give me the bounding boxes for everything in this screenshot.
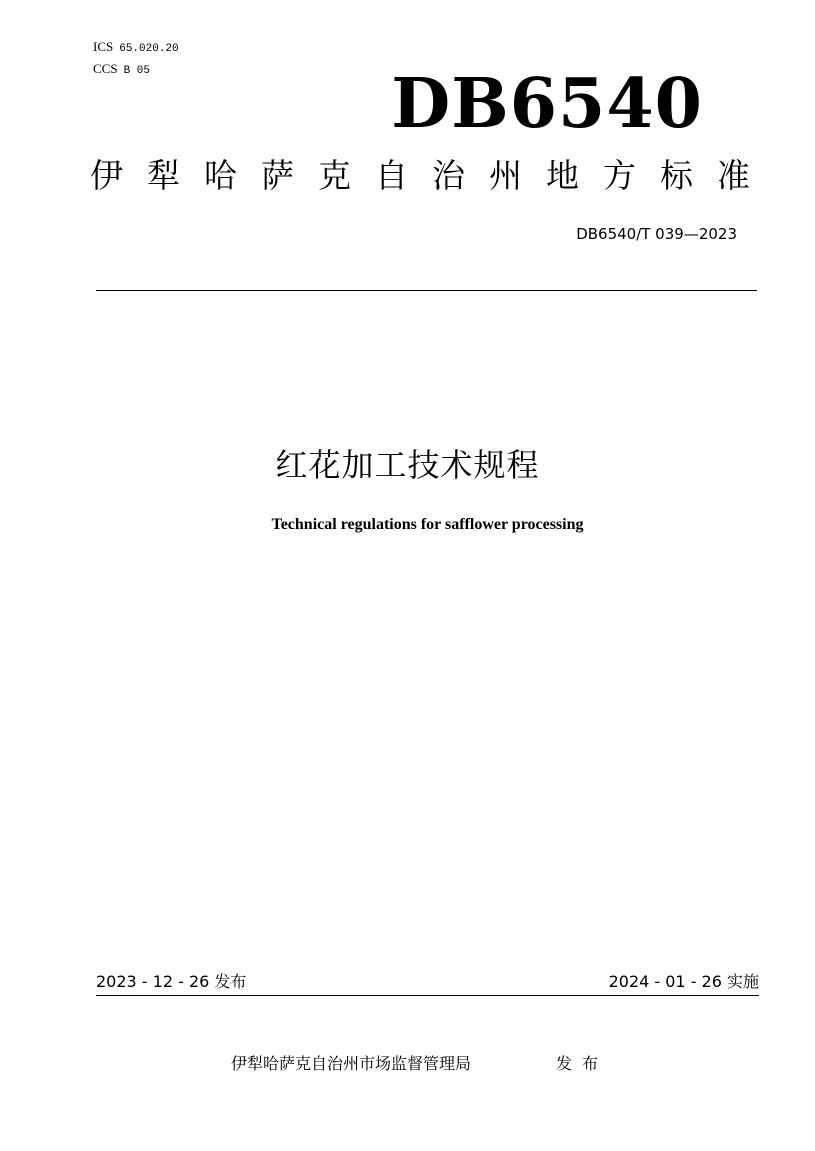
- standard-number: DB6540/T 039—2023: [576, 225, 737, 243]
- category-char: 标: [660, 156, 693, 195]
- issue-label: 发布: [556, 1054, 609, 1073]
- category-char: 犁: [147, 156, 180, 195]
- category-char: 州: [489, 156, 522, 195]
- category-char: 萨: [261, 156, 294, 195]
- category-char: 治: [432, 156, 465, 195]
- top-divider: [96, 290, 757, 291]
- ccs-label: CCS: [93, 61, 118, 76]
- bottom-divider: [96, 995, 759, 996]
- category-char: 准: [717, 156, 750, 195]
- category-char: 自: [375, 156, 408, 195]
- standard-category-title: [90, 154, 750, 198]
- ics-code-row: [93, 40, 179, 56]
- standard-logo: DB6540: [391, 64, 703, 144]
- ics-value: 65.020.20: [119, 43, 179, 55]
- category-char: 伊: [90, 156, 123, 195]
- document-title-en: Technical regulations for safflower processing: [271, 516, 584, 533]
- category-char: 克: [318, 156, 351, 195]
- category-char: 哈: [204, 156, 237, 195]
- ccs-code-row: [93, 62, 150, 78]
- publish-date: 2023 - 12 - 26 发布: [96, 972, 247, 991]
- category-char: 方: [603, 156, 636, 195]
- ccs-value: B 05: [123, 65, 150, 77]
- document-title-zh: 红花加工技术规程: [275, 446, 540, 484]
- ics-label: ICS: [93, 39, 114, 54]
- category-char: 地: [546, 156, 579, 195]
- issuing-authority: 伊犁哈萨克自治州市场监督管理局: [231, 1054, 472, 1073]
- implement-date: 2024 - 01 - 26 实施: [608, 972, 759, 991]
